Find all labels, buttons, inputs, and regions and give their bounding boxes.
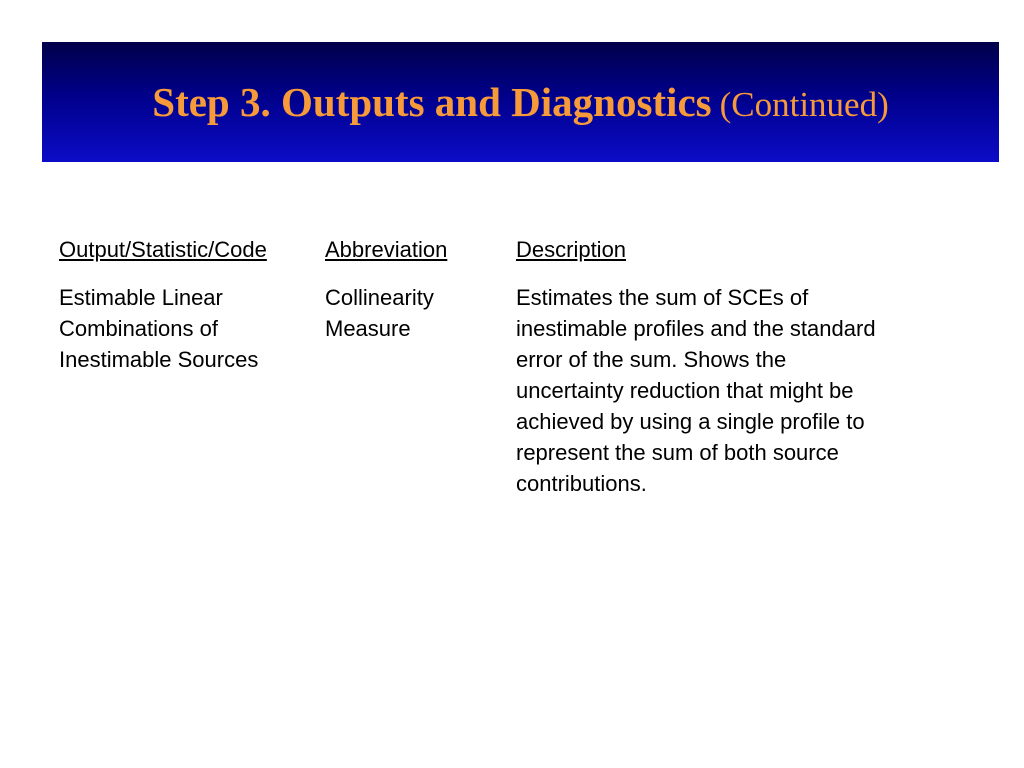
table-row: [59, 282, 956, 499]
cell-description-text: Estimates the sum of SCEs of inestimable profiles and the standard error of the sum. Shows the uncertainty reduction that might be achieved by using a single profile to represent the sum of both source contributions.: [516, 285, 876, 496]
header-abbreviation: Abbreviation: [325, 237, 448, 262]
slide-title-main: Step 3. Outputs and Diagnostics: [152, 78, 712, 125]
header-description: Description: [516, 237, 627, 262]
slide-title: [152, 78, 889, 125]
cell-description: [516, 282, 956, 499]
header-output-statistic-code: Output/Statistic/Code: [59, 237, 267, 262]
slide-title-subtitle: (Continued): [719, 84, 889, 124]
title-bar: [42, 42, 999, 162]
outputs-table: [59, 234, 956, 499]
table-header-row: [59, 234, 956, 282]
cell-output-statistic-code: [59, 282, 325, 499]
cell-abbreviation: [325, 282, 516, 499]
cell-abbreviation-text: Collinearity Measure: [325, 285, 434, 341]
cell-output-text: Estimable Linear Combinations of Inestimable Sources: [59, 285, 259, 372]
